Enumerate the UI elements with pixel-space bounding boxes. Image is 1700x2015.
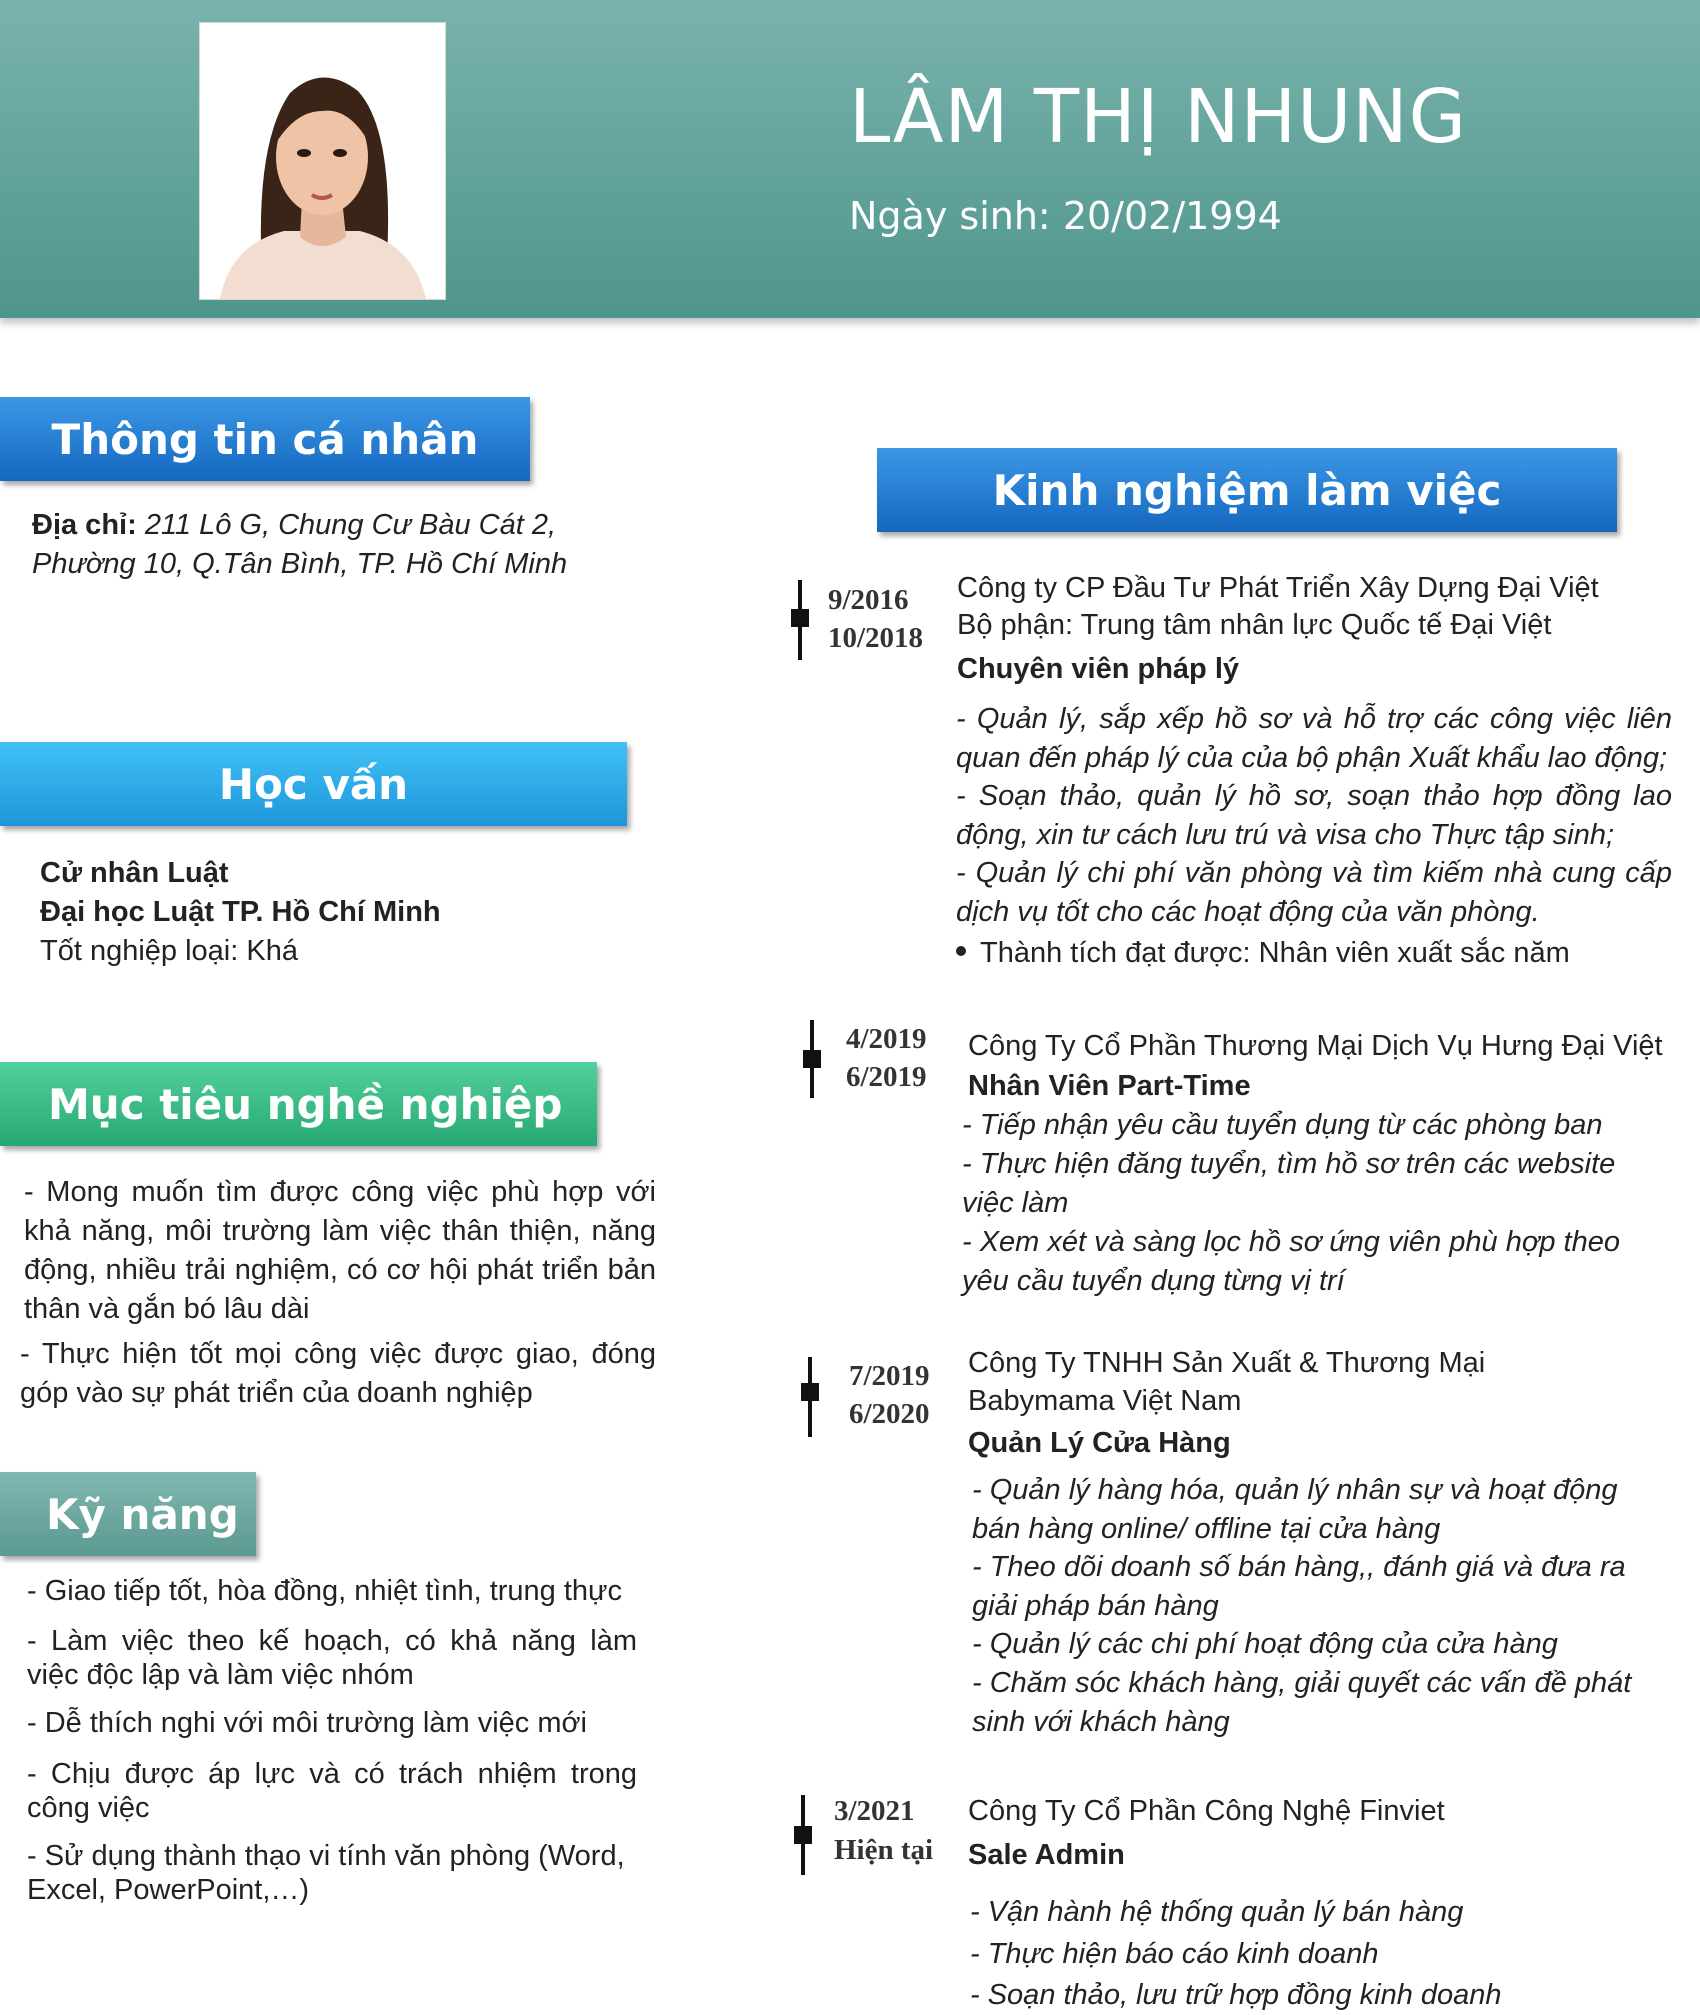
job-role: Quản Lý Cửa Hàng [968, 1427, 1231, 1459]
timeline-marker [794, 1826, 812, 1844]
skill-item: - Giao tiếp tốt, hòa đồng, nhiệt tình, trung thực [27, 1575, 622, 1607]
skill-item: - Dễ thích nghi với môi trường làm việc mới [27, 1707, 587, 1739]
address-line-2: Phường 10, Q.Tân Bình, TP. Hồ Chí Minh [32, 548, 568, 580]
skill-item: - Sử dụng thành thạo vi tính văn phòng (Word, Excel, PowerPoint,…) [27, 1840, 625, 1906]
job-duty: - Quản lý, sắp xếp hồ sơ và hỗ trợ các công việc liên quan đến pháp lý của của bộ phận Xuất khẩu lao động; [956, 703, 1672, 774]
job-duty: - Chăm sóc khách hàng, giải quyết các vấn đề phát sinh với khách hàng [972, 1667, 1632, 1738]
job-duty: - Theo dõi doanh số bán hàng,, đánh giá và đưa ra giải pháp bán hàng [972, 1551, 1626, 1622]
section-work-experience: Kinh nghiệm làm việc [877, 448, 1617, 532]
job-start-date: 9/2016 [828, 584, 909, 616]
date-of-birth [849, 194, 1282, 238]
job-duty: - Xem xét và sàng lọc hồ sơ ứng viên phù hợp theo yêu cầu tuyển dụng từng vị trí [962, 1226, 1620, 1297]
skill-item: - Làm việc theo kế hoạch, có khả năng làm việc độc lập và làm việc nhóm [27, 1625, 637, 1691]
skill-item: - Chịu được áp lực và có trách nhiệm trong công việc [27, 1758, 637, 1824]
job-duty: - Quản lý hàng hóa, quản lý nhân sự và hoạt động bán hàng online/ offline tại cửa hàng [972, 1474, 1618, 1545]
job-role: Chuyên viên pháp lý [957, 653, 1239, 685]
achievement-text: Thành tích đạt được: Nhân viên xuất sắc năm [980, 937, 1570, 969]
education-block [40, 854, 640, 971]
job-company: Công Ty Cổ Phần Thương Mại Dịch Vụ Hưng Đại Việt [968, 1030, 1663, 1062]
job-role: Sale Admin [968, 1839, 1125, 1871]
timeline-marker [791, 609, 809, 627]
timeline-marker [803, 1050, 821, 1068]
job-duty: - Vận hành hệ thống quản lý bán hàng [970, 1896, 1464, 1928]
section-career-objective: Mục tiêu nghề nghiệp [0, 1062, 597, 1146]
job-start-date: 3/2021 [834, 1795, 915, 1827]
job-role: Nhân Viên Part-Time [968, 1070, 1251, 1102]
profile-photo [199, 22, 446, 300]
address-block [32, 506, 652, 584]
objective-paragraph-1: - Mong muốn tìm được công việc phù hợp với khả năng, môi trường làm việc thân thiện, năng động, nhiều trải nghiệm, có cơ hội phát triển bản thân và gắn bó lâu dài [24, 1176, 656, 1325]
job-end-date: 6/2020 [849, 1398, 930, 1430]
bullet-icon [956, 946, 966, 956]
objective-paragraph-2: - Thực hiện tốt mọi công việc được giao, đóng góp vào sự phát triển của doanh nghiệp [20, 1338, 656, 1409]
address-line-1: 211 Lô G, Chung Cư Bàu Cát 2, [144, 509, 557, 541]
job-end-date: 10/2018 [828, 622, 924, 654]
education-degree: Cử nhân Luật [40, 857, 229, 889]
portrait-image [200, 23, 445, 299]
education-school: Đại học Luật TP. Hồ Chí Minh [40, 896, 441, 928]
section-education: Học vấn [0, 742, 627, 826]
job-duty: - Thực hiện đăng tuyển, tìm hồ sơ trên các website việc làm [962, 1148, 1616, 1219]
job-company: Công Ty Cổ Phần Công Nghệ Finviet [968, 1795, 1445, 1827]
job-department: Bộ phận: Trung tâm nhân lực Quốc tế Đại Việt [957, 609, 1552, 641]
birth-label: Ngày sinh: [849, 194, 1063, 238]
job-duty: - Soạn thảo, lưu trữ hợp đồng kinh doanh [970, 1979, 1502, 2011]
candidate-name: LÂM THỊ NHUNG [849, 74, 1467, 160]
section-personal-info: Thông tin cá nhân [0, 397, 530, 481]
job-end-date: Hiện tại [834, 1834, 934, 1866]
education-grade: Tốt nghiệp loại: Khá [40, 935, 298, 967]
job-duty: - Soạn thảo, quản lý hồ sơ, soạn thảo hợp đồng lao động, xin tư cách lưu trú và visa cho Thực tập sinh; [956, 780, 1672, 851]
job-duty: - Tiếp nhận yêu cầu tuyển dụng từ các phòng ban [962, 1109, 1603, 1141]
job-company: Công ty CP Đầu Tư Phát Triển Xây Dựng Đại Việt [957, 572, 1599, 604]
job-duty: - Thực hiện báo cáo kinh doanh [970, 1938, 1379, 1970]
job-achievement [956, 934, 1672, 973]
job-end-date: 6/2019 [846, 1061, 927, 1093]
section-skills: Kỹ năng [0, 1472, 256, 1556]
address-label: Địa chỉ: [32, 509, 145, 541]
job-company: Công Ty TNHH Sản Xuất & Thương Mại Babymama Việt Nam [968, 1347, 1486, 1417]
header-band [0, 0, 1700, 318]
job-duty: - Quản lý chi phí văn phòng và tìm kiếm nhà cung cấp dịch vụ tốt cho các hoạt động của văn phòng. [956, 857, 1672, 928]
timeline-marker [801, 1383, 819, 1401]
job-start-date: 4/2019 [846, 1023, 927, 1055]
birth-value: 20/02/1994 [1062, 194, 1282, 238]
job-start-date: 7/2019 [849, 1360, 930, 1392]
job-duty: - Quản lý các chi phí hoạt động của cửa hàng [972, 1628, 1558, 1660]
